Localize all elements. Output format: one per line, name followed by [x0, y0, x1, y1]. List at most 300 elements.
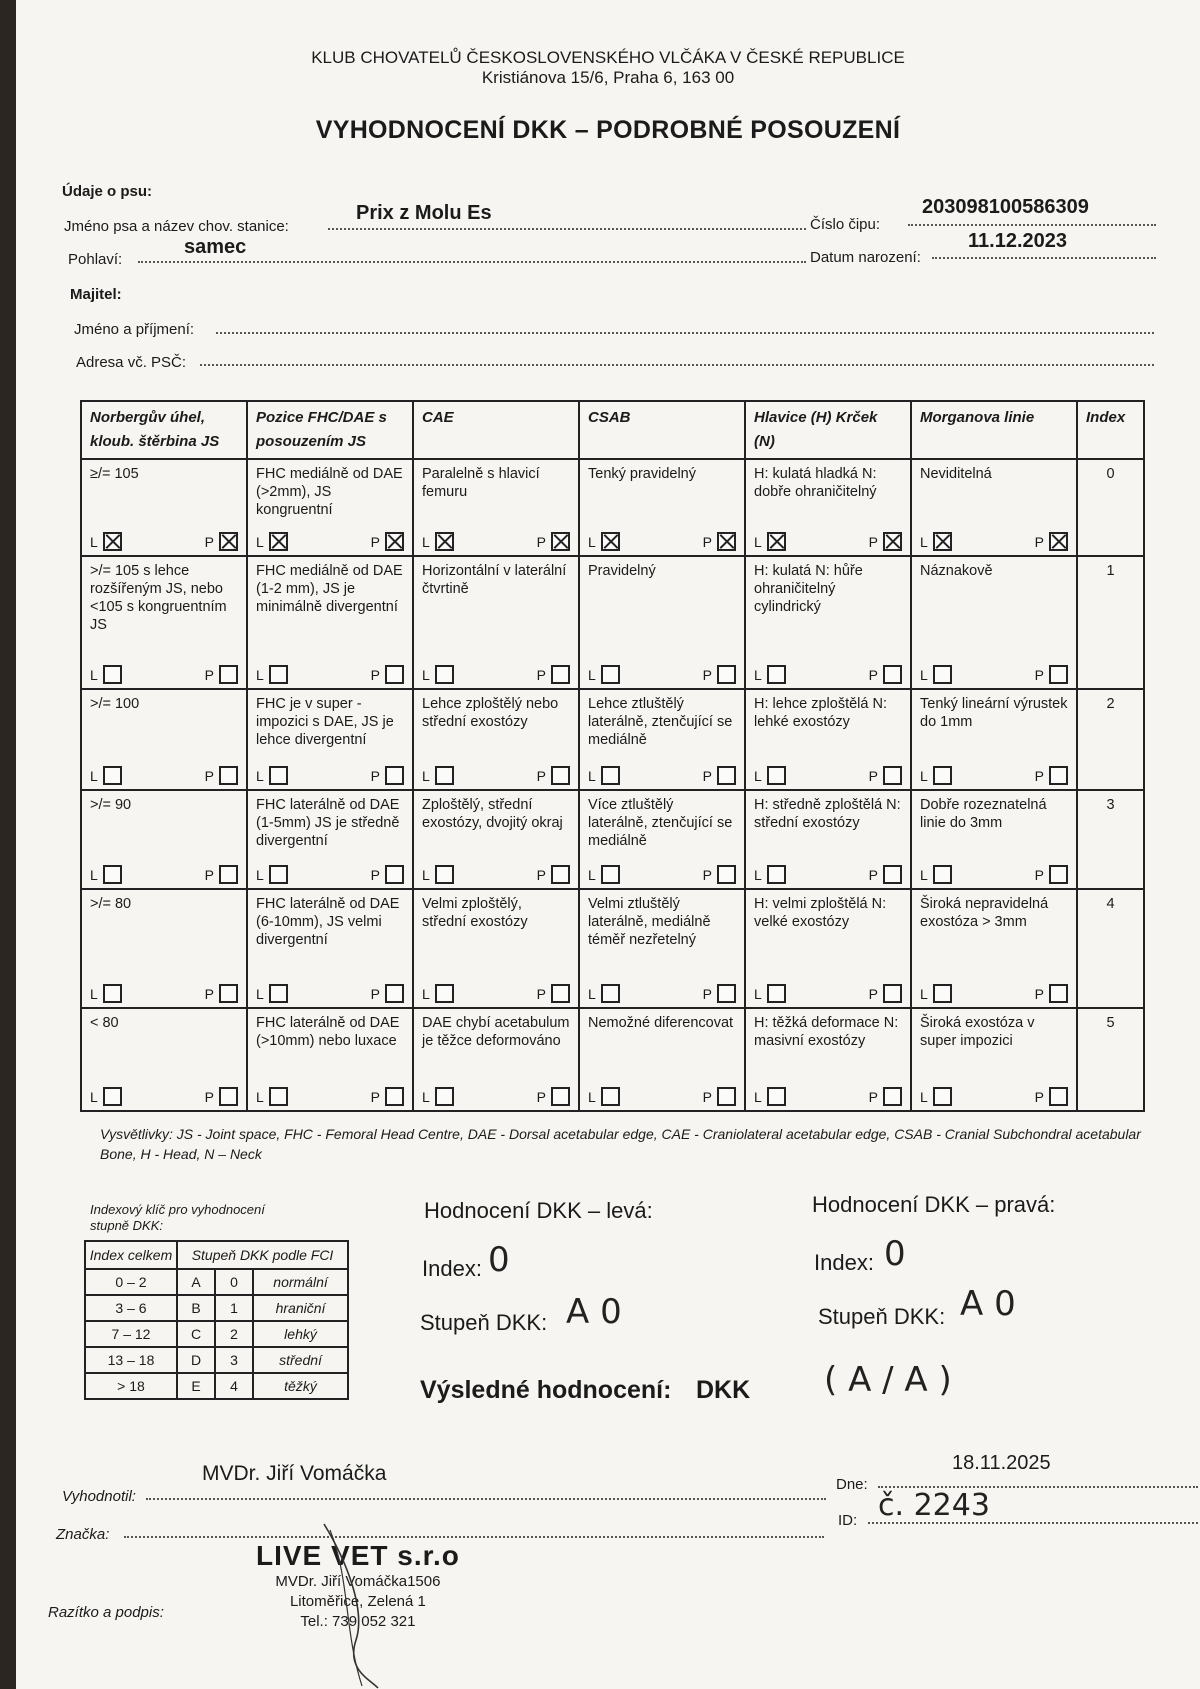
criterion-text: DAE chybí acetabulum je těžce deformováno	[422, 1015, 570, 1049]
fci-letter: C	[177, 1321, 215, 1347]
checkbox-box[interactable]	[219, 532, 238, 551]
checkbox-l[interactable]	[754, 532, 786, 551]
checkbox-box[interactable]	[717, 532, 736, 551]
criterion-text: Lehce ztluštělý laterálně, ztenčující se mediálně	[588, 696, 733, 748]
checkbox-box[interactable]	[551, 865, 570, 884]
checkbox-box[interactable]	[385, 865, 404, 884]
checkbox-l[interactable]	[754, 1087, 786, 1106]
checkbox-box[interactable]	[385, 766, 404, 785]
checkbox-label: L	[588, 666, 596, 683]
checkbox-box[interactable]	[385, 532, 404, 551]
grid-cell	[247, 689, 413, 790]
checkbox-box[interactable]	[103, 865, 122, 884]
checkbox-l[interactable]	[256, 1087, 288, 1106]
checkbox-box[interactable]	[717, 1087, 736, 1106]
fci-col-index: Index celkem	[85, 1241, 177, 1269]
checkbox-box[interactable]	[269, 532, 288, 551]
row-index: 1	[1077, 556, 1144, 689]
checkbox-box[interactable]	[883, 532, 902, 551]
fci-row	[85, 1295, 348, 1321]
checkbox-l[interactable]	[920, 532, 952, 551]
checkbox-p[interactable]	[205, 532, 238, 551]
signature-stroke	[316, 1520, 396, 1689]
checkbox-box[interactable]	[883, 865, 902, 884]
checkbox-l[interactable]	[588, 865, 620, 884]
grid-row-2	[81, 689, 1144, 790]
grid-cell	[81, 689, 247, 790]
fci-word: střední	[253, 1347, 348, 1373]
checkbox-box[interactable]	[1049, 665, 1068, 684]
checkbox-l[interactable]	[90, 984, 122, 1003]
checkbox-label: L	[754, 666, 762, 683]
checkbox-p[interactable]	[537, 1087, 570, 1106]
grid-cell	[247, 459, 413, 556]
checkbox-p[interactable]	[869, 1087, 902, 1106]
fci-caption-line2: stupně DKK:	[90, 1218, 163, 1233]
grid-cell	[745, 556, 911, 689]
checkbox-box[interactable]	[601, 532, 620, 551]
checkbox-label: P	[1034, 1088, 1044, 1105]
grid-cell	[579, 689, 745, 790]
checkbox-p[interactable]	[537, 532, 570, 551]
checkbox-box[interactable]	[219, 665, 238, 684]
header-fhc-dae: Pozice FHC/DAE s posouzením JS	[247, 401, 413, 459]
checkbox-l[interactable]	[256, 532, 288, 551]
sex-label: Pohlaví:	[68, 251, 123, 268]
checkbox-label: P	[536, 666, 546, 683]
dog-name-label: Jméno psa a název chov. stanice:	[64, 218, 289, 235]
criterion-text: Nemožné diferencovat	[588, 1015, 734, 1031]
criterion-text: H: středně zploštělá N: střední exostózy	[754, 797, 901, 831]
checkbox-box[interactable]	[269, 984, 288, 1003]
checkbox-box[interactable]	[435, 865, 454, 884]
checkbox-l[interactable]	[754, 865, 786, 884]
criterion-text: H: kulatá hladká N: dobře ohraničitelný	[754, 466, 877, 500]
checkbox-p[interactable]	[869, 665, 902, 684]
checkbox-l[interactable]	[588, 1087, 620, 1106]
chip-line	[908, 224, 1156, 226]
row-index: 0	[1077, 459, 1144, 556]
sex-value: samec	[184, 236, 247, 258]
checkbox-l[interactable]	[920, 1087, 952, 1106]
checkbox-label: P	[1034, 767, 1044, 784]
checkbox-label: P	[1034, 866, 1044, 883]
checkbox-label: L	[920, 767, 928, 784]
fci-word: hraniční	[253, 1295, 348, 1321]
checkbox-l[interactable]	[90, 532, 122, 551]
fci-word: lehký	[253, 1321, 348, 1347]
checkbox-box[interactable]	[435, 665, 454, 684]
fci-col-grade: Stupeň DKK podle FCI	[177, 1241, 348, 1269]
checkbox-box[interactable]	[1049, 532, 1068, 551]
header-morgan: Morganova linie	[911, 401, 1077, 459]
evaluator-line	[146, 1498, 826, 1500]
checkbox-label: P	[1034, 985, 1044, 1002]
checkbox-box[interactable]	[269, 766, 288, 785]
checkbox-box[interactable]	[269, 1087, 288, 1106]
checkbox-box[interactable]	[219, 766, 238, 785]
checkbox-box[interactable]	[717, 865, 736, 884]
checkbox-label: P	[1034, 666, 1044, 683]
checkbox-label: L	[422, 533, 430, 550]
club-header	[16, 48, 1200, 88]
checkbox-l[interactable]	[422, 766, 454, 785]
club-name: KLUB CHOVATELŮ ČESKOSLOVENSKÉHO VLČÁKA V ČESKÉ REPUBLICE	[311, 48, 905, 67]
checkbox-p[interactable]	[1035, 766, 1068, 785]
criterion-text: H: kulatá N: hůře ohraničitelný cylindrický	[754, 563, 863, 615]
checkbox-box[interactable]	[717, 984, 736, 1003]
checkbox-label: P	[702, 666, 712, 683]
grid-row-3	[81, 790, 1144, 889]
checkbox-p[interactable]	[869, 766, 902, 785]
checkbox-label: P	[702, 767, 712, 784]
criterion-text: Zploštělý, střední exostózy, dvojitý okraj	[422, 797, 563, 831]
checkbox-label: L	[256, 1088, 264, 1105]
checkbox-box[interactable]	[767, 532, 786, 551]
checkbox-box[interactable]	[219, 984, 238, 1003]
fci-num: 2	[215, 1321, 253, 1347]
checkbox-p[interactable]	[205, 984, 238, 1003]
criterion-text: Horizontální v laterální čtvrtině	[422, 563, 567, 597]
checkbox-box[interactable]	[385, 984, 404, 1003]
checkbox-box[interactable]	[933, 865, 952, 884]
checkbox-l[interactable]	[256, 865, 288, 884]
checkbox-box[interactable]	[103, 766, 122, 785]
criterion-text: < 80	[90, 1015, 119, 1031]
criterion-text: >/= 90	[90, 797, 132, 813]
left-eval-title: Hodnocení DKK – levá:	[424, 1198, 653, 1223]
checkbox-box[interactable]	[883, 766, 902, 785]
owner-address-label: Adresa vč. PSČ:	[76, 354, 187, 371]
criterion-text: Tenký pravidelný	[588, 466, 696, 482]
checkbox-box[interactable]	[767, 984, 786, 1003]
checkbox-box[interactable]	[601, 865, 620, 884]
header-index: Index	[1077, 401, 1144, 459]
checkbox-l[interactable]	[588, 766, 620, 785]
criterion-text: Lehce zploštělý nebo střední exostózy	[422, 696, 559, 730]
checkbox-box[interactable]	[103, 532, 122, 551]
checkbox-l[interactable]	[90, 1087, 122, 1106]
checkbox-label: L	[754, 533, 762, 550]
grid-cell	[911, 689, 1077, 790]
checkbox-p[interactable]	[703, 984, 736, 1003]
checkbox-l[interactable]	[422, 865, 454, 884]
checkbox-box[interactable]	[435, 766, 454, 785]
checkbox-box[interactable]	[551, 984, 570, 1003]
checkbox-box[interactable]	[767, 1087, 786, 1106]
checkbox-l[interactable]	[422, 532, 454, 551]
fci-caption-line1: Indexový klíč pro vyhodnocení	[90, 1202, 265, 1217]
checkbox-l[interactable]	[920, 984, 952, 1003]
checkbox-box[interactable]	[551, 665, 570, 684]
grid-cell	[911, 1008, 1077, 1111]
checkbox-box[interactable]	[601, 1087, 620, 1106]
dog-name-line	[328, 228, 806, 230]
checkbox-box[interactable]	[551, 766, 570, 785]
checkbox-l[interactable]	[754, 984, 786, 1003]
chip-value: 203098100586309	[922, 196, 1089, 218]
checkbox-p[interactable]	[205, 665, 238, 684]
grid-cell	[413, 459, 579, 556]
checkbox-box[interactable]	[103, 984, 122, 1003]
checkbox-p[interactable]	[703, 532, 736, 551]
criterion-text: Paralelně s hlavicí femuru	[422, 466, 540, 500]
checkbox-box[interactable]	[435, 984, 454, 1003]
checkbox-box[interactable]	[767, 766, 786, 785]
header-head-neck: Hlavice (H) Krček (N)	[745, 401, 911, 459]
grid-cell	[81, 459, 247, 556]
checkbox-box[interactable]	[103, 665, 122, 684]
checkbox-label: L	[90, 985, 98, 1002]
checkbox-label: L	[256, 985, 264, 1002]
checkbox-label: L	[256, 533, 264, 550]
checkbox-l[interactable]	[256, 665, 288, 684]
criterion-text: Neviditelná	[920, 466, 992, 482]
owner-name-label: Jméno a příjmení:	[74, 321, 195, 338]
checkbox-box[interactable]	[385, 665, 404, 684]
checkbox-label: P	[868, 666, 878, 683]
grid-cell	[745, 1008, 911, 1111]
grid-row-4	[81, 889, 1144, 1008]
mark-label: Značka:	[56, 1526, 110, 1543]
checkbox-p[interactable]	[703, 766, 736, 785]
checkbox-l[interactable]	[754, 766, 786, 785]
grid-cell	[247, 1008, 413, 1111]
checkbox-p[interactable]	[371, 1087, 404, 1106]
owner-name-line	[216, 332, 1154, 334]
owner-address-line	[200, 364, 1154, 366]
checkbox-box[interactable]	[601, 766, 620, 785]
chip-label: Číslo čipu:	[810, 216, 881, 233]
fci-range: 13 – 18	[85, 1347, 177, 1373]
right-eval-title: Hodnocení DKK – pravá:	[812, 1192, 1056, 1217]
stamp-line-3: Tel.: 739 052 321	[300, 1613, 416, 1630]
checkbox-p[interactable]	[869, 532, 902, 551]
evaluation-sheet	[16, 0, 1200, 1689]
checkbox-p[interactable]	[371, 984, 404, 1003]
checkbox-label: L	[90, 666, 98, 683]
checkbox-box[interactable]	[767, 865, 786, 884]
dob-line	[932, 257, 1156, 259]
club-address: Kristiánova 15/6, Praha 6, 163 00	[481, 68, 735, 87]
checkbox-p[interactable]	[869, 865, 902, 884]
grid-cell	[413, 1008, 579, 1111]
checkbox-p[interactable]	[371, 865, 404, 884]
checkbox-p[interactable]	[205, 766, 238, 785]
checkbox-box[interactable]	[601, 984, 620, 1003]
checkbox-label: L	[920, 866, 928, 883]
grid-cell	[745, 689, 911, 790]
checkbox-box[interactable]	[219, 865, 238, 884]
checkbox-box[interactable]	[767, 665, 786, 684]
dog-section-label: Údaje o psu:	[62, 183, 153, 200]
checkbox-l[interactable]	[90, 665, 122, 684]
checkbox-label: L	[422, 866, 430, 883]
checkbox-label: L	[920, 666, 928, 683]
checkbox-box[interactable]	[435, 532, 454, 551]
checkbox-box[interactable]	[1049, 1087, 1068, 1106]
result-dkk: DKK	[696, 1376, 751, 1404]
checkbox-box[interactable]	[1049, 865, 1068, 884]
right-index-value: 0	[884, 1234, 906, 1274]
checkbox-l[interactable]	[920, 766, 952, 785]
grid-cell	[247, 556, 413, 689]
checkbox-p[interactable]	[371, 665, 404, 684]
fci-letter: E	[177, 1373, 215, 1399]
checkbox-p[interactable]	[371, 532, 404, 551]
criterion-text: >/= 80	[90, 896, 132, 912]
checkbox-l[interactable]	[422, 665, 454, 684]
checkbox-box[interactable]	[883, 1087, 902, 1106]
checkbox-box[interactable]	[551, 1087, 570, 1106]
checkbox-l[interactable]	[588, 984, 620, 1003]
checkbox-label: P	[536, 533, 546, 550]
grid-row-5	[81, 1008, 1144, 1111]
fci-letter: B	[177, 1295, 215, 1321]
header-norberg: Norbergův úhel, kloub. štěrbina JS	[81, 401, 247, 459]
dob-label: Datum narození:	[810, 249, 921, 266]
right-grade-label: Stupeň DKK:	[818, 1304, 946, 1329]
checkbox-box[interactable]	[933, 984, 952, 1003]
checkbox-label: L	[256, 866, 264, 883]
date-value: 18.11.2025	[952, 1452, 1051, 1474]
checkbox-l[interactable]	[920, 665, 952, 684]
checkbox-p[interactable]	[537, 984, 570, 1003]
checkbox-p[interactable]	[1035, 984, 1068, 1003]
checkbox-p[interactable]	[1035, 532, 1068, 551]
checkbox-p[interactable]	[537, 865, 570, 884]
checkbox-box[interactable]	[933, 532, 952, 551]
checkbox-p[interactable]	[371, 766, 404, 785]
checkbox-label: L	[588, 866, 596, 883]
left-index-label: Index:	[422, 1256, 482, 1281]
checkbox-label: L	[422, 767, 430, 784]
checkbox-box[interactable]	[269, 865, 288, 884]
checkbox-box[interactable]	[435, 1087, 454, 1106]
checkbox-box[interactable]	[551, 532, 570, 551]
stamp-line-1: MVDr. Jiří Vomáčka1506	[275, 1573, 441, 1590]
checkbox-l[interactable]	[90, 865, 122, 884]
criterion-text: H: velmi zploštělá N: velké exostózy	[754, 896, 887, 930]
checkbox-p[interactable]	[869, 984, 902, 1003]
checkbox-p[interactable]	[703, 665, 736, 684]
evaluator-label: Vyhodnotil:	[62, 1488, 136, 1505]
checkbox-l[interactable]	[588, 665, 620, 684]
checkbox-p[interactable]	[1035, 1087, 1068, 1106]
grid-cell	[579, 790, 745, 889]
checkbox-label: L	[90, 533, 98, 550]
checkbox-box[interactable]	[933, 766, 952, 785]
checkbox-box[interactable]	[103, 1087, 122, 1106]
checkbox-label: L	[920, 533, 928, 550]
checkbox-label: P	[204, 666, 214, 683]
checkbox-box[interactable]	[717, 766, 736, 785]
checkbox-box[interactable]	[385, 1087, 404, 1106]
checkbox-label: L	[422, 666, 430, 683]
checkbox-label: L	[256, 767, 264, 784]
checkbox-box[interactable]	[883, 665, 902, 684]
grid-cell	[911, 459, 1077, 556]
checkbox-p[interactable]	[537, 766, 570, 785]
checkbox-box[interactable]	[1049, 766, 1068, 785]
checkbox-label: P	[868, 533, 878, 550]
grid-cell	[579, 556, 745, 689]
grid-cell	[579, 1008, 745, 1111]
criterion-text: Náznakově	[920, 563, 993, 579]
checkbox-label: L	[588, 1088, 596, 1105]
checkbox-label: P	[536, 866, 546, 883]
checkbox-label: L	[754, 866, 762, 883]
checkbox-box[interactable]	[219, 1087, 238, 1106]
checkbox-box[interactable]	[269, 665, 288, 684]
checkbox-label: P	[204, 866, 214, 883]
checkbox-l[interactable]	[256, 984, 288, 1003]
checkbox-box[interactable]	[1049, 984, 1068, 1003]
grid-cell	[81, 556, 247, 689]
checkbox-label: P	[536, 767, 546, 784]
checkbox-box[interactable]	[601, 665, 620, 684]
fci-word: normální	[253, 1269, 348, 1295]
checkbox-label: L	[920, 985, 928, 1002]
result-value: ( A / A )	[824, 1360, 952, 1400]
checkbox-label: P	[370, 866, 380, 883]
checkbox-box[interactable]	[883, 984, 902, 1003]
checkbox-l[interactable]	[920, 865, 952, 884]
fci-range: > 18	[85, 1373, 177, 1399]
grid-cell	[745, 459, 911, 556]
checkbox-box[interactable]	[933, 1087, 952, 1106]
checkbox-label: P	[204, 533, 214, 550]
checkbox-l[interactable]	[422, 984, 454, 1003]
checkbox-label: P	[370, 767, 380, 784]
checkbox-p[interactable]	[205, 1087, 238, 1106]
grid-row-1	[81, 556, 1144, 689]
right-grade-value: A 0	[960, 1284, 1016, 1324]
checkbox-label: P	[536, 1088, 546, 1105]
checkbox-l[interactable]	[588, 532, 620, 551]
grid-cell	[247, 889, 413, 1008]
checkbox-p[interactable]	[703, 865, 736, 884]
grid-cell	[413, 689, 579, 790]
fci-num: 4	[215, 1373, 253, 1399]
stamp-line-2: Litoměřice, Zelená 1	[289, 1593, 426, 1610]
criterion-text: ≥/= 105	[90, 466, 139, 482]
left-index-value: 0	[488, 1240, 510, 1280]
checkbox-label: L	[90, 767, 98, 784]
checkbox-p[interactable]	[1035, 865, 1068, 884]
checkbox-box[interactable]	[933, 665, 952, 684]
checkbox-p[interactable]	[703, 1087, 736, 1106]
criterion-text: >/= 100	[90, 696, 140, 712]
checkbox-label: P	[702, 985, 712, 1002]
checkbox-label: L	[90, 1088, 98, 1105]
checkbox-box[interactable]	[717, 665, 736, 684]
header-cae: CAE	[413, 401, 579, 459]
checkbox-l[interactable]	[90, 766, 122, 785]
checkbox-l[interactable]	[422, 1087, 454, 1106]
criterion-text: Široká exostóza v super impozici	[920, 1015, 1035, 1049]
checkbox-l[interactable]	[256, 766, 288, 785]
checkbox-p[interactable]	[205, 865, 238, 884]
checkbox-label: P	[868, 767, 878, 784]
checkbox-label: L	[754, 985, 762, 1002]
checkbox-p[interactable]	[537, 665, 570, 684]
checkbox-l[interactable]	[754, 665, 786, 684]
fci-key-table	[84, 1240, 349, 1400]
checkbox-p[interactable]	[1035, 665, 1068, 684]
grid-cell	[579, 459, 745, 556]
checkbox-label: L	[754, 1088, 762, 1105]
